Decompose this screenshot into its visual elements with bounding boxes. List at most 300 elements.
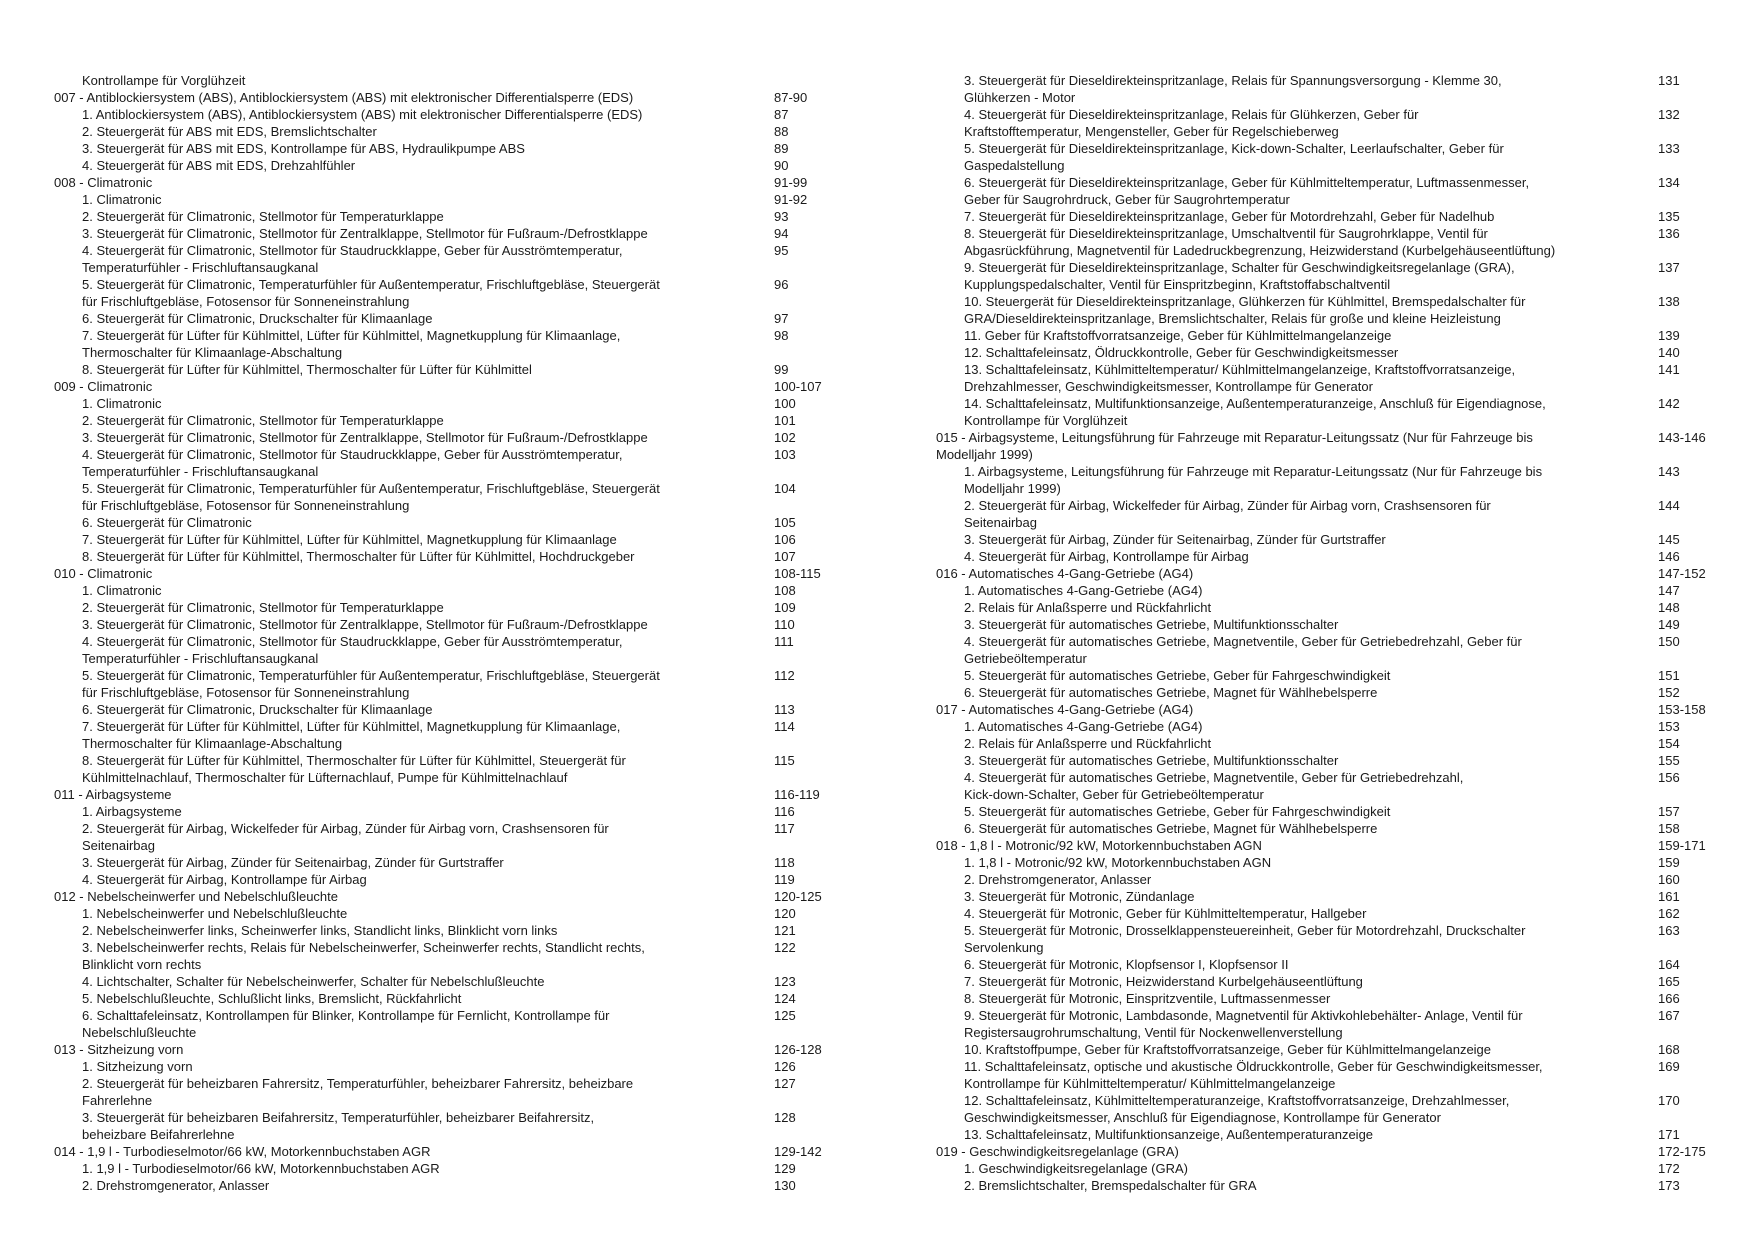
toc-page-number: 132 — [1658, 106, 1680, 122]
toc-entry-row — [54, 1058, 814, 1075]
toc-entry-row — [936, 599, 1726, 616]
toc-entry-row — [54, 395, 814, 412]
toc-page-number: 89 — [774, 140, 789, 156]
toc-page-number: 112 — [774, 667, 795, 683]
toc-page-number: 102 — [774, 429, 796, 445]
toc-entry-row — [936, 1007, 1726, 1041]
toc-page-number: 163 — [1658, 922, 1680, 938]
toc-entry-title: 11. Schalttafeleinsatz, optische und akustische Öldruckkontrolle, Geber für Geschwindigkeitsmesser, Kontrollampe für Kühlmitteltemperatur/ Kühlmittelmangelanzeige — [964, 1058, 1543, 1091]
toc-entry-row — [936, 803, 1726, 820]
toc-section-title: 016 - Automatisches 4-Gang-Getriebe (AG4) — [936, 565, 1194, 581]
toc-section-row — [54, 786, 820, 803]
toc-page-number: 100-107 — [774, 378, 822, 394]
toc-page-number: 138 — [1658, 293, 1680, 309]
toc-entry-row — [54, 514, 814, 531]
toc-entry-row — [936, 888, 1726, 905]
toc-entry-title: 6. Steuergerät für Climatronic, Druckschalter für Klimaanlage — [82, 310, 433, 326]
toc-entry-row — [54, 548, 814, 565]
toc-entry-title: 10. Kraftstoffpumpe, Geber für Kraftstoffvorratsanzeige, Geber für Kühlmittelmangelanzeige — [964, 1041, 1492, 1057]
toc-section-title: 008 - Climatronic — [54, 174, 153, 190]
toc-page-number: 129-142 — [774, 1143, 822, 1159]
toc-section-row — [936, 701, 1726, 718]
toc-entry-title: 10. Steuergerät für Dieseldirekteinspritzanlage, Glühkerzen für Kühlmittel, Bremspedalschalter für GRA/Dieseldirekteinspritzanlage, Bremslichtschalter, Relais für große und kleine Heizleistung — [964, 293, 1526, 326]
toc-section-row — [936, 1143, 1726, 1160]
toc-entry-title: 1. Climatronic — [82, 582, 162, 598]
toc-entry-title: 8. Steuergerät für Lüfter für Kühlmittel, Thermoschalter für Lüfter für Kühlmittel, Hochdruckgeber — [82, 548, 635, 564]
toc-page-number: 162 — [1658, 905, 1680, 921]
toc-entry-title: 3. Steuergerät für Motronic, Zündanlage — [964, 888, 1195, 904]
toc-page-number: 109 — [774, 599, 796, 615]
toc-entry-title: 1. 1,9 l - Turbodieselmotor/66 kW, Motorkennbuchstaben AGR — [82, 1160, 440, 1176]
toc-entry-row — [54, 157, 814, 174]
toc-entry-row — [54, 327, 814, 361]
toc-entry-title: 5. Steuergerät für Climatronic, Temperaturfühler für Außentemperatur, Frischluftgebläse, Steuergerät für Frischluftgebläse, Fotosensor für Sonneneinstrahlung — [82, 667, 660, 700]
toc-page-number: 107 — [774, 548, 796, 564]
toc-entry-row — [936, 293, 1726, 327]
toc-entry-title: 3. Steuergerät für Airbag, Zünder für Seitenairbag, Zünder für Gurtstraffer — [82, 854, 504, 870]
toc-section-title: 007 - Antiblockiersystem (ABS), Antiblockiersystem (ABS) mit elektronischer Differentialsperre (EDS) — [54, 89, 634, 105]
toc-page-number: 120-125 — [774, 888, 822, 904]
toc-page-number: 167 — [1658, 1007, 1680, 1023]
toc-entry-row — [54, 310, 814, 327]
toc-entry-row — [54, 752, 814, 786]
toc-entry-title: 7. Steuergerät für Lüfter für Kühlmittel, Lüfter für Kühlmittel, Magnetkupplung für Klimaanlage — [82, 531, 617, 547]
toc-section-title: 018 - 1,8 l - Motronic/92 kW, Motorkennbuchstaben AGN — [936, 837, 1262, 853]
toc-section-title: 013 - Sitzheizung vorn — [54, 1041, 184, 1057]
toc-page-number: 153 — [1658, 718, 1680, 734]
toc-page-number: 119 — [774, 871, 795, 887]
toc-page-number: 103 — [774, 446, 796, 462]
toc-page-number: 122 — [774, 939, 796, 955]
toc-page-number: 116 — [774, 803, 795, 819]
toc-entry-title: 5. Steuergerät für automatisches Getriebe, Geber für Fahrgeschwindigkeit — [964, 667, 1391, 683]
toc-entry-row — [54, 531, 814, 548]
toc-page-number: 150 — [1658, 633, 1680, 649]
toc-page-number: 156 — [1658, 769, 1680, 785]
toc-page-number: 120 — [774, 905, 796, 921]
toc-page-number: 133 — [1658, 140, 1680, 156]
toc-entry-row — [936, 1092, 1726, 1126]
toc-page-number: 87 — [774, 106, 789, 122]
toc-entry-row — [54, 412, 814, 429]
toc-entry-row — [936, 1177, 1726, 1194]
toc-entry-row — [54, 599, 814, 616]
toc-entry-row — [936, 956, 1726, 973]
toc-entry-row — [936, 1041, 1726, 1058]
toc-entry-title: 4. Lichtschalter, Schalter für Nebelscheinwerfer, Schalter für Nebelschlußleuchte — [82, 973, 545, 989]
toc-page-number: 87-90 — [774, 89, 808, 105]
toc-entry-title: 3. Steuergerät für ABS mit EDS, Kontrollampe für ABS, Hydraulikpumpe ABS — [82, 140, 525, 156]
toc-page-number: 126-128 — [774, 1041, 822, 1057]
toc-entry-title: 4. Steuergerät für Motronic, Geber für Kühlmitteltemperatur, Hallgeber — [964, 905, 1367, 921]
toc-entry-title: 8. Steuergerät für Motronic, Einspritzventile, Luftmassenmesser — [964, 990, 1331, 1006]
toc-entry-title: 2. Bremslichtschalter, Bremspedalschalter für GRA — [964, 1177, 1257, 1193]
toc-page-number: 143-146 — [1658, 429, 1706, 445]
toc-page-number: 140 — [1658, 344, 1680, 360]
toc-page-number: 90 — [774, 157, 789, 173]
toc-page-number: 171 — [1658, 1126, 1680, 1142]
toc-entry-row — [936, 361, 1726, 395]
toc-entry-title: 13. Schalttafeleinsatz, Multifunktionsanzeige, Außentemperaturanzeige — [964, 1126, 1374, 1142]
toc-entry-row — [54, 225, 814, 242]
toc-entry-title: 1. Nebelscheinwerfer und Nebelschlußleuchte — [82, 905, 348, 921]
toc-page-number: 166 — [1658, 990, 1680, 1006]
toc-entry-row — [54, 854, 814, 871]
toc-entry-title: 11. Geber für Kraftstoffvorratsanzeige, Geber für Kühlmittelmangelanzeige — [964, 327, 1392, 343]
toc-entry-title: 8. Steuergerät für Lüfter für Kühlmittel, Thermoschalter für Lüfter für Kühlmittel, Steuergerät für Kühlmittelnachlauf, Thermoschalter für Lüfternachlauf, Pumpe für Kühlmittelnachlauf — [82, 752, 626, 785]
toc-page-number: 129 — [774, 1160, 796, 1176]
toc-entry-title: 4. Steuergerät für Climatronic, Stellmotor für Staudruckklappe, Geber für Ausströmtemperatur, Temperaturfühler - Frischluftansaugkanal — [82, 446, 623, 479]
toc-entry-row — [936, 752, 1726, 769]
toc-entry-title: 6. Steuergerät für automatisches Getriebe, Magnet für Wählhebelsperre — [964, 684, 1378, 700]
toc-section-row — [936, 429, 1726, 463]
toc-entry-title: 7. Steuergerät für Dieseldirekteinspritzanlage, Geber für Motordrehzahl, Geber für Nadelhub — [964, 208, 1495, 224]
toc-page-number: 88 — [774, 123, 789, 139]
toc-entry-row — [54, 242, 814, 276]
toc-page-number: 147 — [1658, 582, 1680, 598]
toc-section-title: 019 - Geschwindigkeitsregelanlage (GRA) — [936, 1143, 1179, 1159]
toc-page-number: 114 — [774, 718, 795, 734]
toc-entry-row — [54, 820, 814, 854]
toc-page-number: 165 — [1658, 973, 1680, 989]
toc-entry-title: 2. Drehstromgenerator, Anlasser — [82, 1177, 270, 1193]
toc-entry-row — [54, 803, 814, 820]
toc-entry-title: 3. Steuergerät für Climatronic, Stellmotor für Zentralklappe, Stellmotor für Fußraum-/Defrostklappe — [82, 429, 648, 445]
toc-entry-row — [936, 905, 1726, 922]
toc-page-number: 168 — [1658, 1041, 1680, 1057]
toc-left-column — [54, 72, 822, 1194]
toc-entry-title: 1. Automatisches 4-Gang-Getriebe (AG4) — [964, 718, 1203, 734]
toc-entry-row — [936, 990, 1726, 1007]
toc-entry-title: 5. Steuergerät für Dieseldirekteinspritzanlage, Kick-down-Schalter, Leerlaufschalter, Geber für Gaspedalstellung — [964, 140, 1504, 173]
toc-entry-title: 4. Steuergerät für Climatronic, Stellmotor für Staudruckklappe, Geber für Ausströmtemperatur, Temperaturfühler - Frischluftansaugkanal — [82, 633, 623, 666]
toc-page-number: 124 — [774, 990, 796, 1006]
toc-page-number: 149 — [1658, 616, 1680, 632]
toc-entry-title: 3. Steuergerät für automatisches Getriebe, Multifunktionsschalter — [964, 752, 1339, 768]
toc-page-number: 131 — [1658, 72, 1680, 88]
toc-page-number: 172-175 — [1658, 1143, 1706, 1159]
toc-entry-row — [936, 72, 1726, 106]
toc-section-title: 015 - Airbagsysteme, Leitungsführung für Fahrzeuge mit Reparatur-Leitungssatz (Nur für Fahrzeuge bis Modelljahr 1999) — [936, 429, 1533, 462]
toc-entry-row — [54, 361, 814, 378]
toc-page-number: 161 — [1658, 888, 1680, 904]
toc-page-number: 147-152 — [1658, 565, 1706, 581]
toc-entry-row — [54, 905, 814, 922]
toc-entry-title: 7. Steuergerät für Motronic, Heizwiderstand Kurbelgehäuseentlüftung — [964, 973, 1363, 989]
toc-entry-row — [936, 769, 1726, 803]
toc-page-number: 135 — [1658, 208, 1680, 224]
toc-page-number: 142 — [1658, 395, 1680, 411]
toc-page-number: 93 — [774, 208, 789, 224]
toc-entry-row — [54, 1177, 814, 1194]
toc-entry-title: 4. Steuergerät für Dieseldirekteinspritzanlage, Relais für Glühkerzen, Geber für Kraftstofftemperatur, Mengensteller, Geber für Regelschieberweg — [964, 106, 1419, 139]
toc-entry-row — [936, 582, 1726, 599]
toc-entry-title: 6. Steuergerät für Climatronic — [82, 514, 252, 530]
toc-entry-row — [936, 1126, 1726, 1143]
toc-entry-row — [936, 395, 1726, 429]
toc-entry-row — [54, 939, 814, 973]
toc-entry-row — [54, 1075, 814, 1109]
toc-page-number: 151 — [1658, 667, 1680, 683]
toc-entry-title: 2. Drehstromgenerator, Anlasser — [964, 871, 1152, 887]
toc-page-number: 105 — [774, 514, 796, 530]
toc-entry-row — [936, 1160, 1726, 1177]
toc-page-number: 117 — [774, 820, 795, 836]
toc-entry-title: 3. Nebelscheinwerfer rechts, Relais für Nebelscheinwerfer, Scheinwerfer rechts, Standlicht rechts, Blinklicht vorn rechts — [82, 939, 645, 972]
toc-page-number: 146 — [1658, 548, 1680, 564]
toc-entry-title: Kontrollampe für Vorglühzeit — [82, 72, 246, 88]
toc-section-title: 017 - Automatisches 4-Gang-Getriebe (AG4) — [936, 701, 1194, 717]
toc-page-number: 97 — [774, 310, 789, 326]
toc-entry-title: 1. 1,8 l - Motronic/92 kW, Motorkennbuchstaben AGN — [964, 854, 1272, 870]
toc-entry-title: 1. Airbagsysteme, Leitungsführung für Fahrzeuge mit Reparatur-Leitungssatz (Nur für Fahrzeuge bis Modelljahr 1999) — [964, 463, 1543, 496]
toc-entry-row — [936, 667, 1726, 684]
toc-entry-row — [54, 1109, 814, 1143]
toc-entry-row — [936, 973, 1726, 990]
toc-page-number: 141 — [1658, 361, 1680, 377]
toc-entry-title: 3. Steuergerät für beheizbaren Beifahrersitz, Temperaturfühler, beheizbarer Beifahrersitz, beheizbare Beifahrerlehne — [82, 1109, 595, 1142]
toc-page-number: 96 — [774, 276, 789, 292]
toc-page-number: 148 — [1658, 599, 1680, 615]
toc-entry-row — [936, 259, 1726, 293]
toc-entry-row — [936, 106, 1726, 140]
toc-page-number: 169 — [1658, 1058, 1680, 1074]
toc-entry-title: 9. Steuergerät für Motronic, Lambdasonde, Magnetventil für Aktivkohlebehälter- Anlage, Ventil für Registersaugrohrumschaltung, Ventil für Nockenwellenverstellung — [964, 1007, 1523, 1040]
toc-entry-title: 6. Steuergerät für Climatronic, Druckschalter für Klimaanlage — [82, 701, 433, 717]
toc-page-number: 111 — [774, 633, 794, 649]
toc-entry-title: 2. Steuergerät für Climatronic, Stellmotor für Temperaturklappe — [82, 208, 444, 224]
toc-page-number: 99 — [774, 361, 789, 377]
toc-entry-row — [936, 616, 1726, 633]
toc-section-row — [54, 89, 814, 106]
toc-entry-row — [54, 191, 814, 208]
toc-entry-title: 1. Antiblockiersystem (ABS), Antiblockiersystem (ABS) mit elektronischer Differentialsperre (EDS) — [82, 106, 643, 122]
toc-page-number: 145 — [1658, 531, 1680, 547]
toc-entry-row — [936, 820, 1726, 837]
toc-entry-title: 13. Schalttafeleinsatz, Kühlmitteltemperatur/ Kühlmittelmangelanzeige, Kraftstoffvorratsanzeige, Drehzahlmesser, Geschwindigkeitsmesser, Kontrollampe für Generator — [964, 361, 1516, 394]
toc-section-title: 010 - Climatronic — [54, 565, 153, 581]
toc-entry-row — [54, 718, 814, 752]
toc-entry-title: 4. Steuergerät für Airbag, Kontrollampe für Airbag — [964, 548, 1249, 564]
toc-entry-row — [54, 973, 814, 990]
toc-entry-row — [54, 429, 814, 446]
toc-entry-title: 4. Steuergerät für Climatronic, Stellmotor für Staudruckklappe, Geber für Ausströmtemperatur, Temperaturfühler - Frischluftansaugkanal — [82, 242, 623, 275]
toc-section-title: 009 - Climatronic — [54, 378, 153, 394]
toc-page-number: 153-158 — [1658, 701, 1706, 717]
toc-entry-title: 3. Steuergerät für Airbag, Zünder für Seitenairbag, Zünder für Gurtstraffer — [964, 531, 1386, 547]
toc-entry-row — [54, 922, 814, 939]
toc-entry-title: 12. Schalttafeleinsatz, Öldruckkontrolle, Geber für Geschwindigkeitsmesser — [964, 344, 1399, 360]
toc-section-row — [54, 565, 821, 582]
toc-entry-row — [54, 480, 814, 514]
toc-entry-row — [936, 208, 1726, 225]
toc-page-number: 155 — [1658, 752, 1680, 768]
toc-page-number: 159-171 — [1658, 837, 1706, 853]
toc-section-row — [54, 1143, 822, 1160]
toc-entry-row — [54, 667, 814, 701]
toc-entry-row — [936, 922, 1726, 956]
toc-page-number: 116-119 — [774, 786, 820, 802]
toc-entry-title: 6. Schalttafeleinsatz, Kontrollampen für Blinker, Kontrollampe für Fernlicht, Kontrollampe für Nebelschlußleuchte — [82, 1007, 610, 1040]
toc-entry-title: 5. Steuergerät für Motronic, Drosselklappensteuereinheit, Geber für Motordrehzahl, Druckschalter Servolenkung — [964, 922, 1526, 955]
toc-page-number: 134 — [1658, 174, 1680, 190]
toc-entry-row — [936, 344, 1726, 361]
toc-entry-title: 5. Steuergerät für automatisches Getriebe, Geber für Fahrgeschwindigkeit — [964, 803, 1391, 819]
toc-entry-title: 7. Steuergerät für Lüfter für Kühlmittel, Lüfter für Kühlmittel, Magnetkupplung für Klimaanlage, Thermoschalter für Klimaanlage-Abschaltung — [82, 718, 621, 751]
toc-entry-row — [54, 633, 814, 667]
toc-entry-row — [936, 1058, 1726, 1092]
toc-entry-title: 6. Steuergerät für Motronic, Klopfsensor I, Klopfsensor II — [964, 956, 1289, 972]
toc-entry-title: 6. Steuergerät für automatisches Getriebe, Magnet für Wählhebelsperre — [964, 820, 1378, 836]
toc-page-number: 172 — [1658, 1160, 1680, 1176]
toc-page-number: 139 — [1658, 327, 1680, 343]
toc-entry-row — [54, 1160, 814, 1177]
toc-entry-row — [54, 582, 814, 599]
toc-entry-row — [936, 225, 1726, 259]
toc-entry-title: 9. Steuergerät für Dieseldirekteinspritzanlage, Schalter für Geschwindigkeitsregelanlage (GRA), Kupplungspedalschalter, Ventil für Einspritzbeginn, Kraftstoffabschaltventil — [964, 259, 1515, 292]
toc-entry-title: 2. Steuergerät für Airbag, Wickelfeder für Airbag, Zünder für Airbag vorn, Crashsensoren für Seitenairbag — [82, 820, 609, 853]
toc-entry-title: 1. Geschwindigkeitsregelanlage (GRA) — [964, 1160, 1188, 1176]
toc-entry-title: 2. Steuergerät für ABS mit EDS, Bremslichtschalter — [82, 123, 377, 139]
toc-entry-row — [54, 446, 814, 480]
toc-page-number: 113 — [774, 701, 795, 717]
toc-entry-row — [936, 548, 1726, 565]
toc-page-number: 94 — [774, 225, 789, 241]
toc-page-number: 98 — [774, 327, 789, 343]
toc-page-number: 110 — [774, 616, 795, 632]
toc-page-number: 159 — [1658, 854, 1680, 870]
toc-entry-title: 2. Steuergerät für Climatronic, Stellmotor für Temperaturklappe — [82, 412, 444, 428]
toc-entry-row — [936, 497, 1726, 531]
toc-entry-title: 12. Schalttafeleinsatz, Kühlmitteltemperaturanzeige, Kraftstoffvorratsanzeige, Drehzahlmesser, Geschwindigkeitsmesser, Anschluß für Eigendiagnose, Kontrollampe für Generator — [964, 1092, 1510, 1125]
toc-entry-title: 4. Steuergerät für automatisches Getriebe, Magnetventile, Geber für Getriebedrehzahl, Geber für Getriebeöltemperatur — [964, 633, 1522, 666]
toc-entry-row — [936, 633, 1726, 667]
toc-entry-row — [936, 854, 1726, 871]
toc-page-number: 95 — [774, 242, 789, 258]
toc-entry-row — [54, 1007, 814, 1041]
toc-page-number: 160 — [1658, 871, 1680, 887]
toc-page-number: 108 — [774, 582, 796, 598]
toc-page-number: 128 — [774, 1109, 796, 1125]
toc-entry-row — [936, 531, 1726, 548]
toc-page-number: 170 — [1658, 1092, 1680, 1108]
toc-entry-row — [936, 718, 1726, 735]
toc-entry-title: 3. Steuergerät für Climatronic, Stellmotor für Zentralklappe, Stellmotor für Fußraum-/Defrostklappe — [82, 616, 648, 632]
toc-entry-title: 1. Airbagsysteme — [82, 803, 182, 819]
toc-entry-title: 6. Steuergerät für Dieseldirekteinspritzanlage, Geber für Kühlmitteltemperatur, Luftmassenmesser, Geber für Saugrohrdruck, Geber für Saugrohrtemperatur — [964, 174, 1530, 207]
toc-entry-title: 1. Sitzheizung vorn — [82, 1058, 193, 1074]
toc-entry-row — [936, 463, 1726, 497]
toc-page-number: 130 — [774, 1177, 796, 1193]
toc-entry-title: 8. Steuergerät für Lüfter für Kühlmittel, Thermoschalter für Lüfter für Kühlmittel — [82, 361, 532, 377]
toc-page-number: 127 — [774, 1075, 796, 1091]
toc-page-number: 91-99 — [774, 174, 808, 190]
toc-entry-row — [936, 684, 1726, 701]
toc-entry-row — [54, 990, 814, 1007]
toc-page-number: 106 — [774, 531, 796, 547]
toc-entry-row — [54, 701, 814, 718]
toc-entry-row — [936, 735, 1726, 752]
toc-section-title: 011 - Airbagsysteme — [54, 786, 172, 802]
toc-right-column — [936, 72, 1726, 1194]
toc-section-row — [936, 837, 1726, 854]
toc-entry-title: 1. Automatisches 4-Gang-Getriebe (AG4) — [964, 582, 1203, 598]
toc-entry-title: 2. Steuergerät für Climatronic, Stellmotor für Temperaturklappe — [82, 599, 444, 615]
toc-entry-row — [54, 616, 814, 633]
toc-page-number: 164 — [1658, 956, 1680, 972]
toc-entry-row — [936, 140, 1726, 174]
toc-page-number: 125 — [774, 1007, 796, 1023]
toc-page-number: 108-115 — [774, 565, 821, 581]
toc-entry-title: 1. Climatronic — [82, 395, 162, 411]
toc-section-row — [54, 888, 822, 905]
toc-entry-title: 3. Steuergerät für Climatronic, Stellmotor für Zentralklappe, Stellmotor für Fußraum-/Defrostklappe — [82, 225, 648, 241]
toc-entry-row — [54, 106, 814, 123]
toc-section-row — [54, 174, 814, 191]
toc-page-number: 123 — [774, 973, 796, 989]
toc-page-number: 121 — [774, 922, 796, 938]
toc-entry-row — [54, 140, 814, 157]
toc-page-number: 101 — [774, 412, 796, 428]
toc-entry-title: 5. Steuergerät für Climatronic, Temperaturfühler für Außentemperatur, Frischluftgebläse, Steuergerät für Frischluftgebläse, Fotosensor für Sonneneinstrahlung — [82, 480, 660, 513]
toc-entry-title: 1. Climatronic — [82, 191, 162, 207]
toc-entry-title: 4. Steuergerät für automatisches Getriebe, Magnetventile, Geber für Getriebedrehzahl, Kick-down-Schalter, Geber für Getriebeöltemperatur — [964, 769, 1464, 802]
toc-entry-title: 3. Steuergerät für automatisches Getriebe, Multifunktionsschalter — [964, 616, 1339, 632]
toc-entry-title: 2. Steuergerät für Airbag, Wickelfeder für Airbag, Zünder für Airbag vorn, Crashsensoren für Seitenairbag — [964, 497, 1491, 530]
toc-page-number: 158 — [1658, 820, 1680, 836]
toc-page-number: 91-92 — [774, 191, 808, 207]
toc-page-number: 173 — [1658, 1177, 1680, 1193]
toc-page-number: 143 — [1658, 463, 1680, 479]
toc-entry-title: 14. Schalttafeleinsatz, Multifunktionsanzeige, Außentemperaturanzeige, Anschluß für Eigendiagnose, Kontrollampe für Vorglühzeit — [964, 395, 1546, 428]
toc-entry-row — [936, 327, 1726, 344]
toc-page-number: 137 — [1658, 259, 1680, 275]
toc-entry-title: 5. Steuergerät für Climatronic, Temperaturfühler für Außentemperatur, Frischluftgebläse, Steuergerät für Frischluftgebläse, Fotosensor für Sonneneinstrahlung — [82, 276, 660, 309]
toc-entry-title: 3. Steuergerät für Dieseldirekteinspritzanlage, Relais für Spannungsversorgung - Klemme 30, Glühkerzen - Motor — [964, 72, 1502, 105]
toc-page-number: 157 — [1658, 803, 1680, 819]
toc-entry-row — [54, 123, 814, 140]
toc-entry-row — [54, 276, 814, 310]
toc-section-row — [54, 1041, 822, 1058]
toc-entry-row — [54, 871, 814, 888]
toc-entry-title: 7. Steuergerät für Lüfter für Kühlmittel, Lüfter für Kühlmittel, Magnetkupplung für Klimaanlage, Thermoschalter für Klimaanlage-Abschaltung — [82, 327, 621, 360]
toc-entry-title: 2. Relais für Anlaßsperre und Rückfahrlicht — [964, 599, 1212, 615]
toc-entry-title: 2. Steuergerät für beheizbaren Fahrersitz, Temperaturfühler, beheizbarer Fahrersitz, beheizbare Fahrerlehne — [82, 1075, 634, 1108]
toc-entry-title: 2. Relais für Anlaßsperre und Rückfahrlicht — [964, 735, 1212, 751]
toc-page-number: 118 — [774, 854, 795, 870]
toc-page-number: 152 — [1658, 684, 1680, 700]
toc-page-number: 126 — [774, 1058, 796, 1074]
toc-entry-row — [936, 871, 1726, 888]
toc-page-number: 115 — [774, 752, 795, 768]
toc-section-row — [936, 565, 1726, 582]
toc-page-number: 154 — [1658, 735, 1680, 751]
toc-page-number: 144 — [1658, 497, 1680, 513]
toc-section-title: 012 - Nebelscheinwerfer und Nebelschlußleuchte — [54, 888, 338, 904]
toc-page-number: 100 — [774, 395, 796, 411]
toc-entry-title: 5. Nebelschlußleuchte, Schlußlicht links, Bremslicht, Rückfahrlicht — [82, 990, 462, 1006]
toc-entry-row — [54, 72, 814, 89]
toc-section-row — [54, 378, 822, 395]
toc-page-number: 104 — [774, 480, 796, 496]
toc-section-title: 014 - 1,9 l - Turbodieselmotor/66 kW, Motorkennbuchstaben AGR — [54, 1143, 431, 1159]
toc-entry-title: 8. Steuergerät für Dieseldirekteinspritzanlage, Umschaltventil für Saugrohrklappe, Ventil für Abgasrückführung, Magnetventil für Ladedruckbegrenzung, Heizwiderstand (Kurbelgehäuseentlüftung) — [964, 225, 1556, 258]
toc-entry-title: 4. Steuergerät für Airbag, Kontrollampe für Airbag — [82, 871, 367, 887]
toc-page-number: 136 — [1658, 225, 1680, 241]
toc-entry-title: 4. Steuergerät für ABS mit EDS, Drehzahlfühler — [82, 157, 356, 173]
toc-entry-row — [54, 208, 814, 225]
toc-entry-title: 2. Nebelscheinwerfer links, Scheinwerfer links, Standlicht links, Blinklicht vorn links — [82, 922, 558, 938]
